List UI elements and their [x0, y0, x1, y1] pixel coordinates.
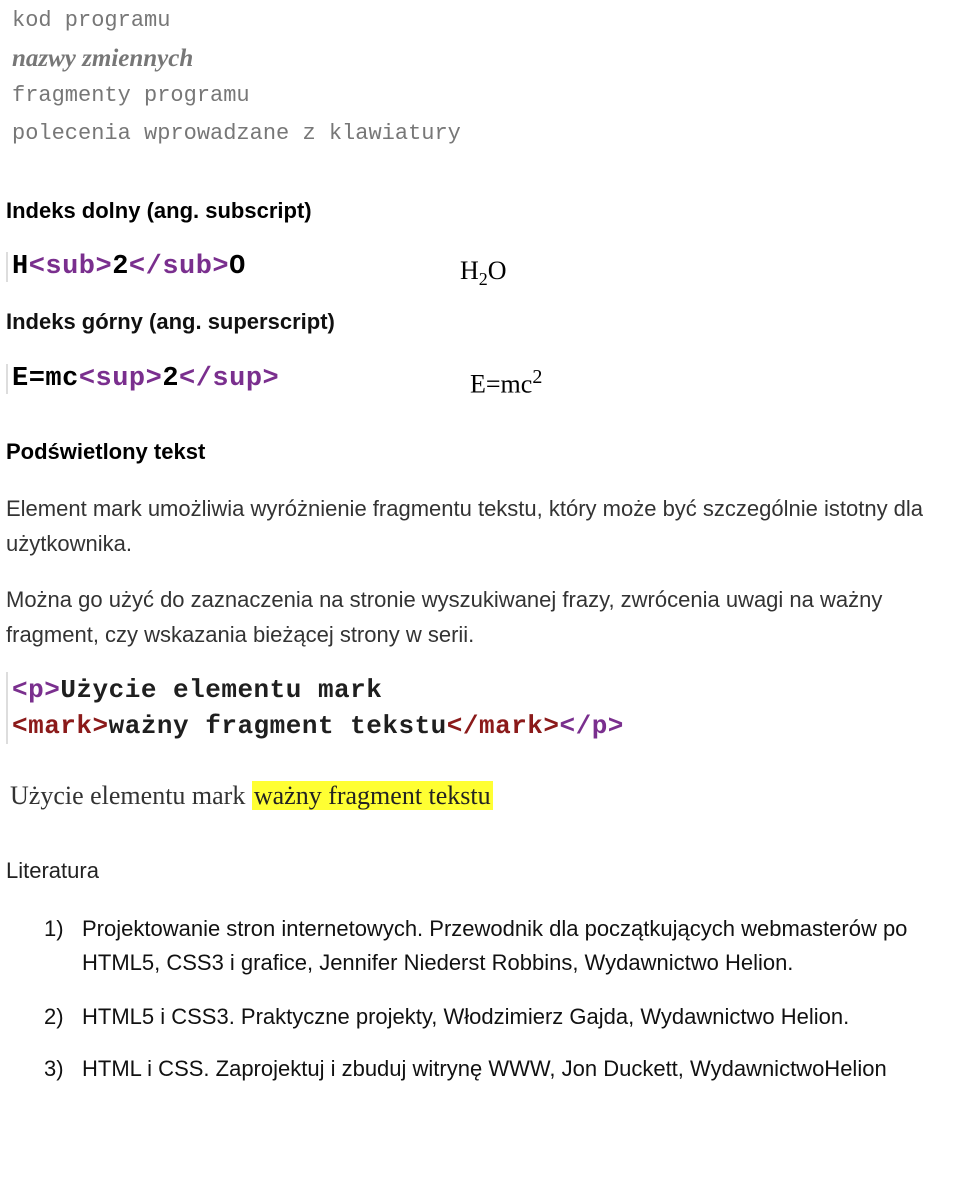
code-tag-open: <sup> [78, 364, 163, 394]
code-tag-mark-close: </mark> [446, 711, 560, 741]
literature-text: Projektowanie stron internetowych. Przewodnik dla początkujących webmasterów po HTML5, CSS3 i grafice, Jennifer Niederst Robbins, Wydawnictwo Helion. [82, 916, 908, 975]
subscript-code [6, 252, 246, 282]
literature-num: 3) [44, 1056, 64, 1081]
literature-item [44, 1054, 944, 1084]
literature-num: 2) [44, 1004, 64, 1029]
code-style-var: nazwy zmiennych [12, 44, 194, 72]
render-text: H [460, 256, 479, 285]
render-text: O [487, 256, 507, 285]
literature-text: HTML5 i CSS3. Praktyczne projekty, Włodzimierz Gajda, Wydawnictwo Helion. [82, 1004, 850, 1029]
mark-render [10, 781, 493, 811]
render-sup: 2 [532, 366, 543, 388]
subscript-render [460, 256, 507, 290]
literature-heading: Literatura [6, 858, 99, 883]
mark-code [6, 672, 624, 744]
mark-code-line-2 [12, 708, 624, 744]
render-sub: 2 [478, 269, 488, 290]
highlight-paragraph-1: Element mark umożliwia wyróżnienie fragmentu tekstu, który może być szczególnie istotny dla użytkownika. [6, 496, 924, 556]
code-tag-mark-open: <mark> [12, 711, 109, 741]
code-tag-p-close: </p> [559, 711, 624, 741]
literature-text: HTML i CSS. Zaprojektuj i zbuduj witrynę WWW, Jon Duckett, WydawnictwoHelion [82, 1056, 887, 1081]
render-plain: Użycie elementu mark [10, 781, 252, 810]
code-text: O [229, 252, 246, 282]
highlight-heading: Podświetlony tekst [6, 439, 206, 464]
subscript-heading: Indeks dolny (ang. subscript) [6, 198, 312, 223]
code-style-kbd: polecenia wprowadzane z klawiatury [12, 120, 461, 146]
code-style-list [12, 2, 461, 152]
code-tag-open: <sub> [28, 252, 113, 282]
superscript-heading [6, 309, 335, 335]
code-text: ważny fragment tekstu [108, 711, 447, 741]
code-text: 2 [162, 364, 180, 394]
code-tag-close: </sup> [179, 364, 280, 394]
render-marked: ważny fragment tekstu [253, 781, 491, 810]
literature-num: 1) [44, 916, 64, 941]
superscript-render [470, 366, 542, 400]
code-style-samp: fragmenty programu [12, 83, 250, 108]
code-text: 2 [112, 252, 129, 282]
render-text: E=mc [470, 369, 533, 399]
code-text: E=mc [12, 364, 79, 394]
literature-list [44, 912, 944, 1104]
superscript-heading-text: Indeks górny (ang. superscript) [6, 309, 335, 334]
mark-code-line-1 [12, 672, 624, 708]
code-text: H [12, 252, 29, 282]
code-text: Użycie elementu mark [60, 675, 383, 705]
superscript-code [6, 364, 279, 394]
code-style-kod: kod programu [12, 8, 171, 33]
code-tag-p-open: <p> [12, 675, 61, 705]
literature-item [44, 1000, 944, 1034]
literature-item [44, 912, 944, 980]
highlight-paragraph-2: Można go użyć do zaznaczenia na stronie wyszukiwanej frazy, zwrócenia uwagi na ważny fragment, czy wskazania bieżącej strony w serii. [6, 587, 883, 647]
code-tag-close: </sub> [128, 252, 230, 282]
